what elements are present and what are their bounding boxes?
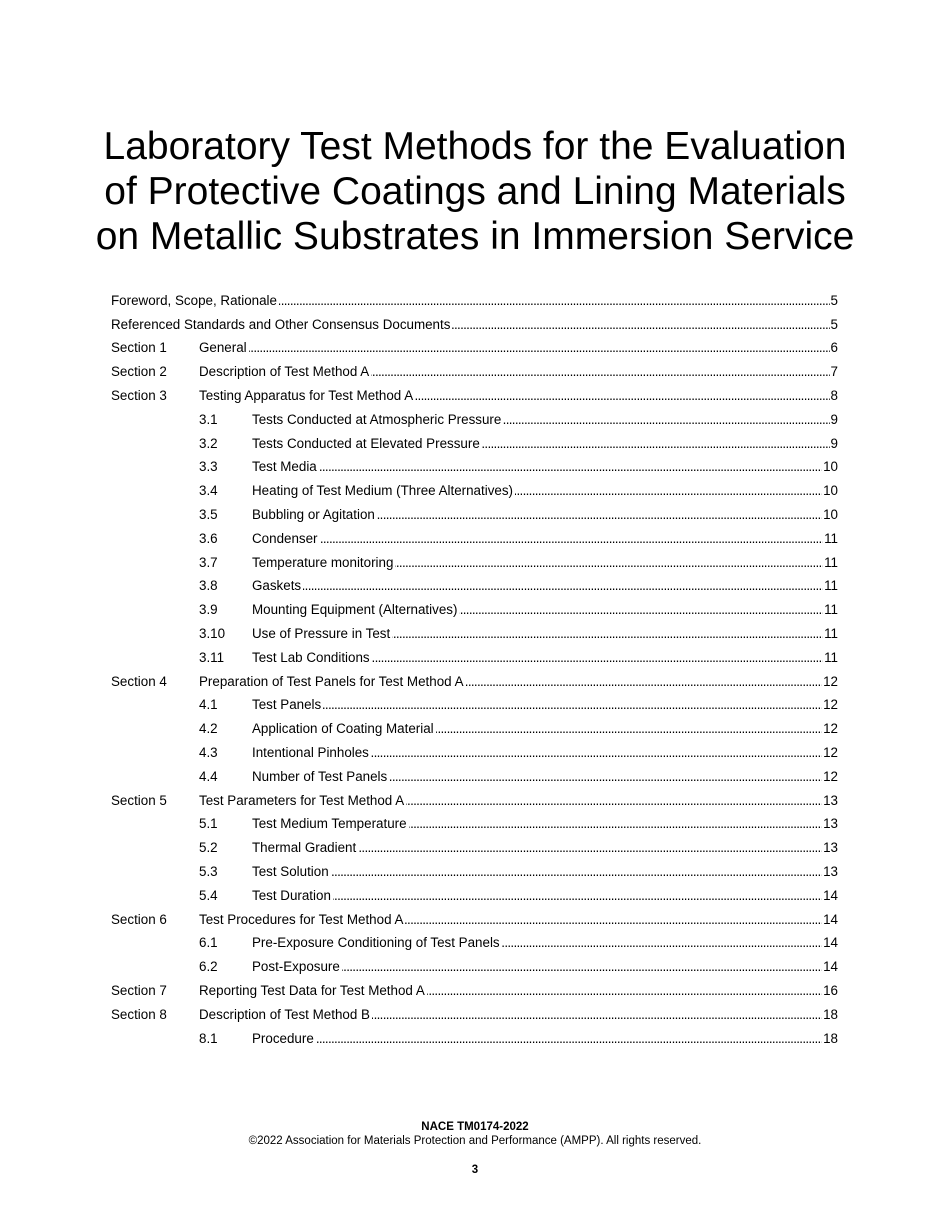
toc-page-number: 7 (830, 364, 838, 380)
document-title (0, 124, 950, 259)
toc-entry-title: Test Medium Temperature (252, 816, 407, 832)
toc-page-number: 12 (823, 721, 838, 737)
toc-entry[interactable] (111, 908, 838, 932)
toc-subsection-number: 5.2 (199, 840, 218, 856)
toc-page-number: 12 (823, 745, 838, 761)
toc-page-number: 13 (823, 792, 838, 808)
toc-entry[interactable] (111, 789, 838, 813)
toc-entry[interactable] (111, 646, 838, 670)
dot-leader (333, 888, 822, 904)
toc-subsection-number: 5.4 (199, 887, 218, 903)
toc-entry[interactable] (111, 598, 838, 622)
toc-page-number: 14 (823, 887, 838, 903)
toc-entry-title: Gaskets (252, 578, 302, 594)
title-line: of Protective Coatings and Lining Materials (104, 170, 846, 213)
dot-leader (377, 507, 822, 523)
toc-page-number: 11 (824, 578, 838, 594)
toc-page-number: 11 (824, 554, 838, 570)
dot-leader (406, 793, 822, 809)
toc-page-number: 14 (823, 959, 838, 975)
toc-entry[interactable] (111, 408, 838, 432)
toc-subsection-number: 3.11 (199, 649, 225, 665)
document-code: NACE TM0174-2022 (421, 1121, 529, 1133)
toc-subsection-number: 3.10 (199, 626, 226, 642)
toc-page-number: 18 (823, 1030, 838, 1046)
dot-leader (279, 293, 830, 309)
toc-section-label: Section 6 (111, 911, 167, 927)
toc-section-label: Section 5 (111, 792, 167, 808)
toc-entry-title: Testing Apparatus for Test Method A (199, 388, 414, 404)
toc-entry-title: Test Media (252, 459, 317, 475)
toc-entry[interactable] (111, 384, 838, 408)
toc-entry[interactable] (111, 1027, 838, 1051)
toc-subsection-number: 3.9 (199, 602, 218, 618)
toc-subsection-number: 3.1 (199, 411, 218, 427)
dot-leader (482, 436, 830, 452)
toc-entry-title: Tests Conducted at Atmospheric Pressure (252, 411, 502, 427)
toc-subsection-number: 4.4 (199, 768, 218, 784)
toc-entry[interactable] (111, 503, 838, 527)
toc-entry-title: Test Duration (252, 887, 331, 903)
toc-section-label: Section 4 (111, 673, 167, 689)
toc-entry[interactable] (111, 551, 838, 575)
toc-entry-title: Bubbling or Agitation (252, 507, 375, 523)
toc-page-number: 10 (823, 483, 838, 499)
toc-entry[interactable] (111, 670, 838, 694)
toc-entry-title: Post-Exposure (252, 959, 340, 975)
toc-subsection-number: 4.2 (199, 721, 218, 737)
toc-subsection-number: 5.3 (199, 864, 218, 880)
toc-entry[interactable] (111, 456, 838, 480)
toc-entry[interactable] (111, 360, 838, 384)
toc-subsection-number: 3.3 (199, 459, 218, 475)
toc-entry[interactable] (111, 527, 838, 551)
toc-entry-title: Pre-Exposure Conditioning of Test Panels (252, 935, 500, 951)
dot-leader (249, 340, 830, 356)
toc-entry-title: Test Lab Conditions (252, 649, 370, 665)
toc-page-number: 9 (830, 435, 838, 451)
toc-entry-title: Heating of Test Medium (Three Alternatives) (252, 483, 513, 499)
title-line: Laboratory Test Methods for the Evaluation (103, 125, 847, 168)
toc-entry[interactable] (111, 884, 838, 908)
toc-entry[interactable] (111, 717, 838, 741)
toc-entry[interactable] (111, 337, 838, 361)
dot-leader (372, 1007, 822, 1023)
toc-page-number: 12 (823, 673, 838, 689)
toc-subsection-number: 3.6 (199, 530, 218, 546)
dot-leader (427, 983, 822, 999)
title-line: on Metallic Substrates in Immersion Service (95, 215, 855, 258)
toc-page-number: 13 (823, 840, 838, 856)
toc-entry[interactable] (111, 575, 838, 599)
dot-leader (392, 626, 823, 642)
toc-page-number: 12 (823, 768, 838, 784)
dot-leader (409, 816, 823, 832)
dot-leader (503, 412, 829, 428)
toc-entry[interactable] (111, 289, 838, 313)
toc-entry-title: Application of Coating Material (252, 721, 434, 737)
toc-subsection-number: 3.2 (199, 435, 218, 451)
toc-entry[interactable] (111, 813, 838, 837)
toc-subsection-number: 5.1 (199, 816, 218, 832)
toc-subsection-number: 8.1 (199, 1030, 218, 1046)
toc-entry-title: General (199, 340, 247, 356)
toc-entry-title: Test Procedures for Test Method A (199, 911, 404, 927)
toc-section-label: Section 1 (111, 340, 167, 356)
toc-page-number: 9 (830, 411, 838, 427)
toc-entry-title: Thermal Gradient (252, 840, 357, 856)
dot-leader (459, 602, 823, 618)
dot-leader (405, 912, 822, 928)
toc-entry[interactable] (111, 1003, 838, 1027)
toc-subsection-number: 6.1 (199, 935, 218, 951)
toc-entry[interactable] (111, 979, 838, 1003)
page-number: 3 (471, 1164, 479, 1176)
toc-subsection-number: 6.2 (199, 959, 218, 975)
toc-entry-title: Test Solution (252, 864, 329, 880)
toc-entry-title: Test Panels (252, 697, 322, 713)
toc-subsection-number: 3.7 (199, 554, 218, 570)
dot-leader (371, 745, 822, 761)
toc-entry-title: Intentional Pinholes (252, 745, 369, 761)
toc-subsection-number: 3.4 (199, 483, 218, 499)
toc-page-number: 11 (824, 626, 838, 642)
dot-leader (502, 935, 822, 951)
dot-leader (323, 697, 822, 713)
dot-leader (372, 650, 823, 666)
dot-leader (342, 959, 822, 975)
table-of-contents (111, 289, 838, 1051)
toc-section-label: Section 3 (111, 388, 167, 404)
toc-entry[interactable] (111, 955, 838, 979)
toc-page-number: 12 (823, 697, 838, 713)
toc-page-number: 6 (830, 340, 838, 356)
toc-entry[interactable] (111, 836, 838, 860)
toc-entry-title: Description of Test Method A (199, 364, 370, 380)
dot-leader (395, 555, 823, 571)
dot-leader (436, 721, 822, 737)
toc-subsection-number: 4.3 (199, 745, 218, 761)
toc-section-label: Section 2 (111, 364, 167, 380)
toc-entry[interactable] (111, 694, 838, 718)
toc-entry-title: Use of Pressure in Test (252, 626, 391, 642)
dot-leader (466, 674, 823, 690)
toc-entry[interactable] (111, 741, 838, 765)
toc-page-number: 13 (823, 816, 838, 832)
toc-page-number: 18 (823, 1006, 838, 1022)
toc-page-number: 11 (824, 602, 838, 618)
toc-entry[interactable] (111, 432, 838, 456)
toc-entry-title: Test Parameters for Test Method A (199, 792, 405, 808)
toc-entry-title: Procedure (252, 1030, 314, 1046)
toc-page-number: 11 (824, 530, 838, 546)
toc-subsection-number: 3.5 (199, 507, 218, 523)
dot-leader (320, 531, 824, 547)
toc-page-number: 5 (830, 292, 838, 308)
toc-entry-title: Tests Conducted at Elevated Pressure (252, 435, 480, 451)
toc-entry-title: Temperature monitoring (252, 554, 394, 570)
toc-page-number: 5 (830, 316, 838, 332)
toc-entry-title: Preparation of Test Panels for Test Method A (199, 673, 464, 689)
toc-entry[interactable] (111, 765, 838, 789)
toc-entry[interactable] (111, 313, 838, 337)
toc-entry-title: Mounting Equipment (Alternatives) (252, 602, 458, 618)
toc-page-number: 11 (824, 649, 838, 665)
dot-leader (319, 459, 822, 475)
toc-page-number: 16 (823, 983, 838, 998)
dot-leader (358, 840, 822, 856)
toc-section-label: Section 8 (111, 1006, 167, 1022)
dot-leader (303, 578, 823, 594)
toc-page-number: 10 (823, 459, 838, 475)
dot-leader (389, 769, 822, 785)
toc-subsection-number: 3.8 (199, 578, 218, 594)
toc-entry[interactable] (111, 860, 838, 884)
toc-entry[interactable] (111, 932, 838, 956)
dot-leader (316, 1031, 822, 1047)
toc-section-label: Section 7 (111, 983, 167, 998)
copyright-notice: ©2022 Association for Materials Protection and Performance (AMPP). All rights reserved. (248, 1135, 702, 1147)
toc-entry-title: Reporting Test Data for Test Method A (199, 983, 425, 998)
toc-page-number: 13 (823, 864, 838, 880)
toc-page-number: 8 (830, 388, 838, 404)
toc-subsection-number: 4.1 (199, 697, 218, 713)
toc-page-number: 14 (823, 911, 838, 927)
dot-leader (415, 388, 829, 404)
dot-leader (371, 364, 829, 380)
dot-leader (331, 864, 822, 880)
toc-entry[interactable] (111, 479, 838, 503)
toc-entry-title: Condenser (252, 530, 318, 546)
toc-entry-title: Foreword, Scope, Rationale (111, 292, 277, 308)
toc-entry-title: Number of Test Panels (252, 768, 388, 784)
toc-page-number: 14 (823, 935, 838, 951)
toc-entry-title: Description of Test Method B (199, 1006, 370, 1022)
dot-leader (452, 317, 829, 333)
toc-entry[interactable] (111, 622, 838, 646)
dot-leader (515, 483, 822, 499)
toc-entry-title: Referenced Standards and Other Consensus Documents (111, 316, 451, 332)
toc-page-number: 10 (823, 507, 838, 523)
